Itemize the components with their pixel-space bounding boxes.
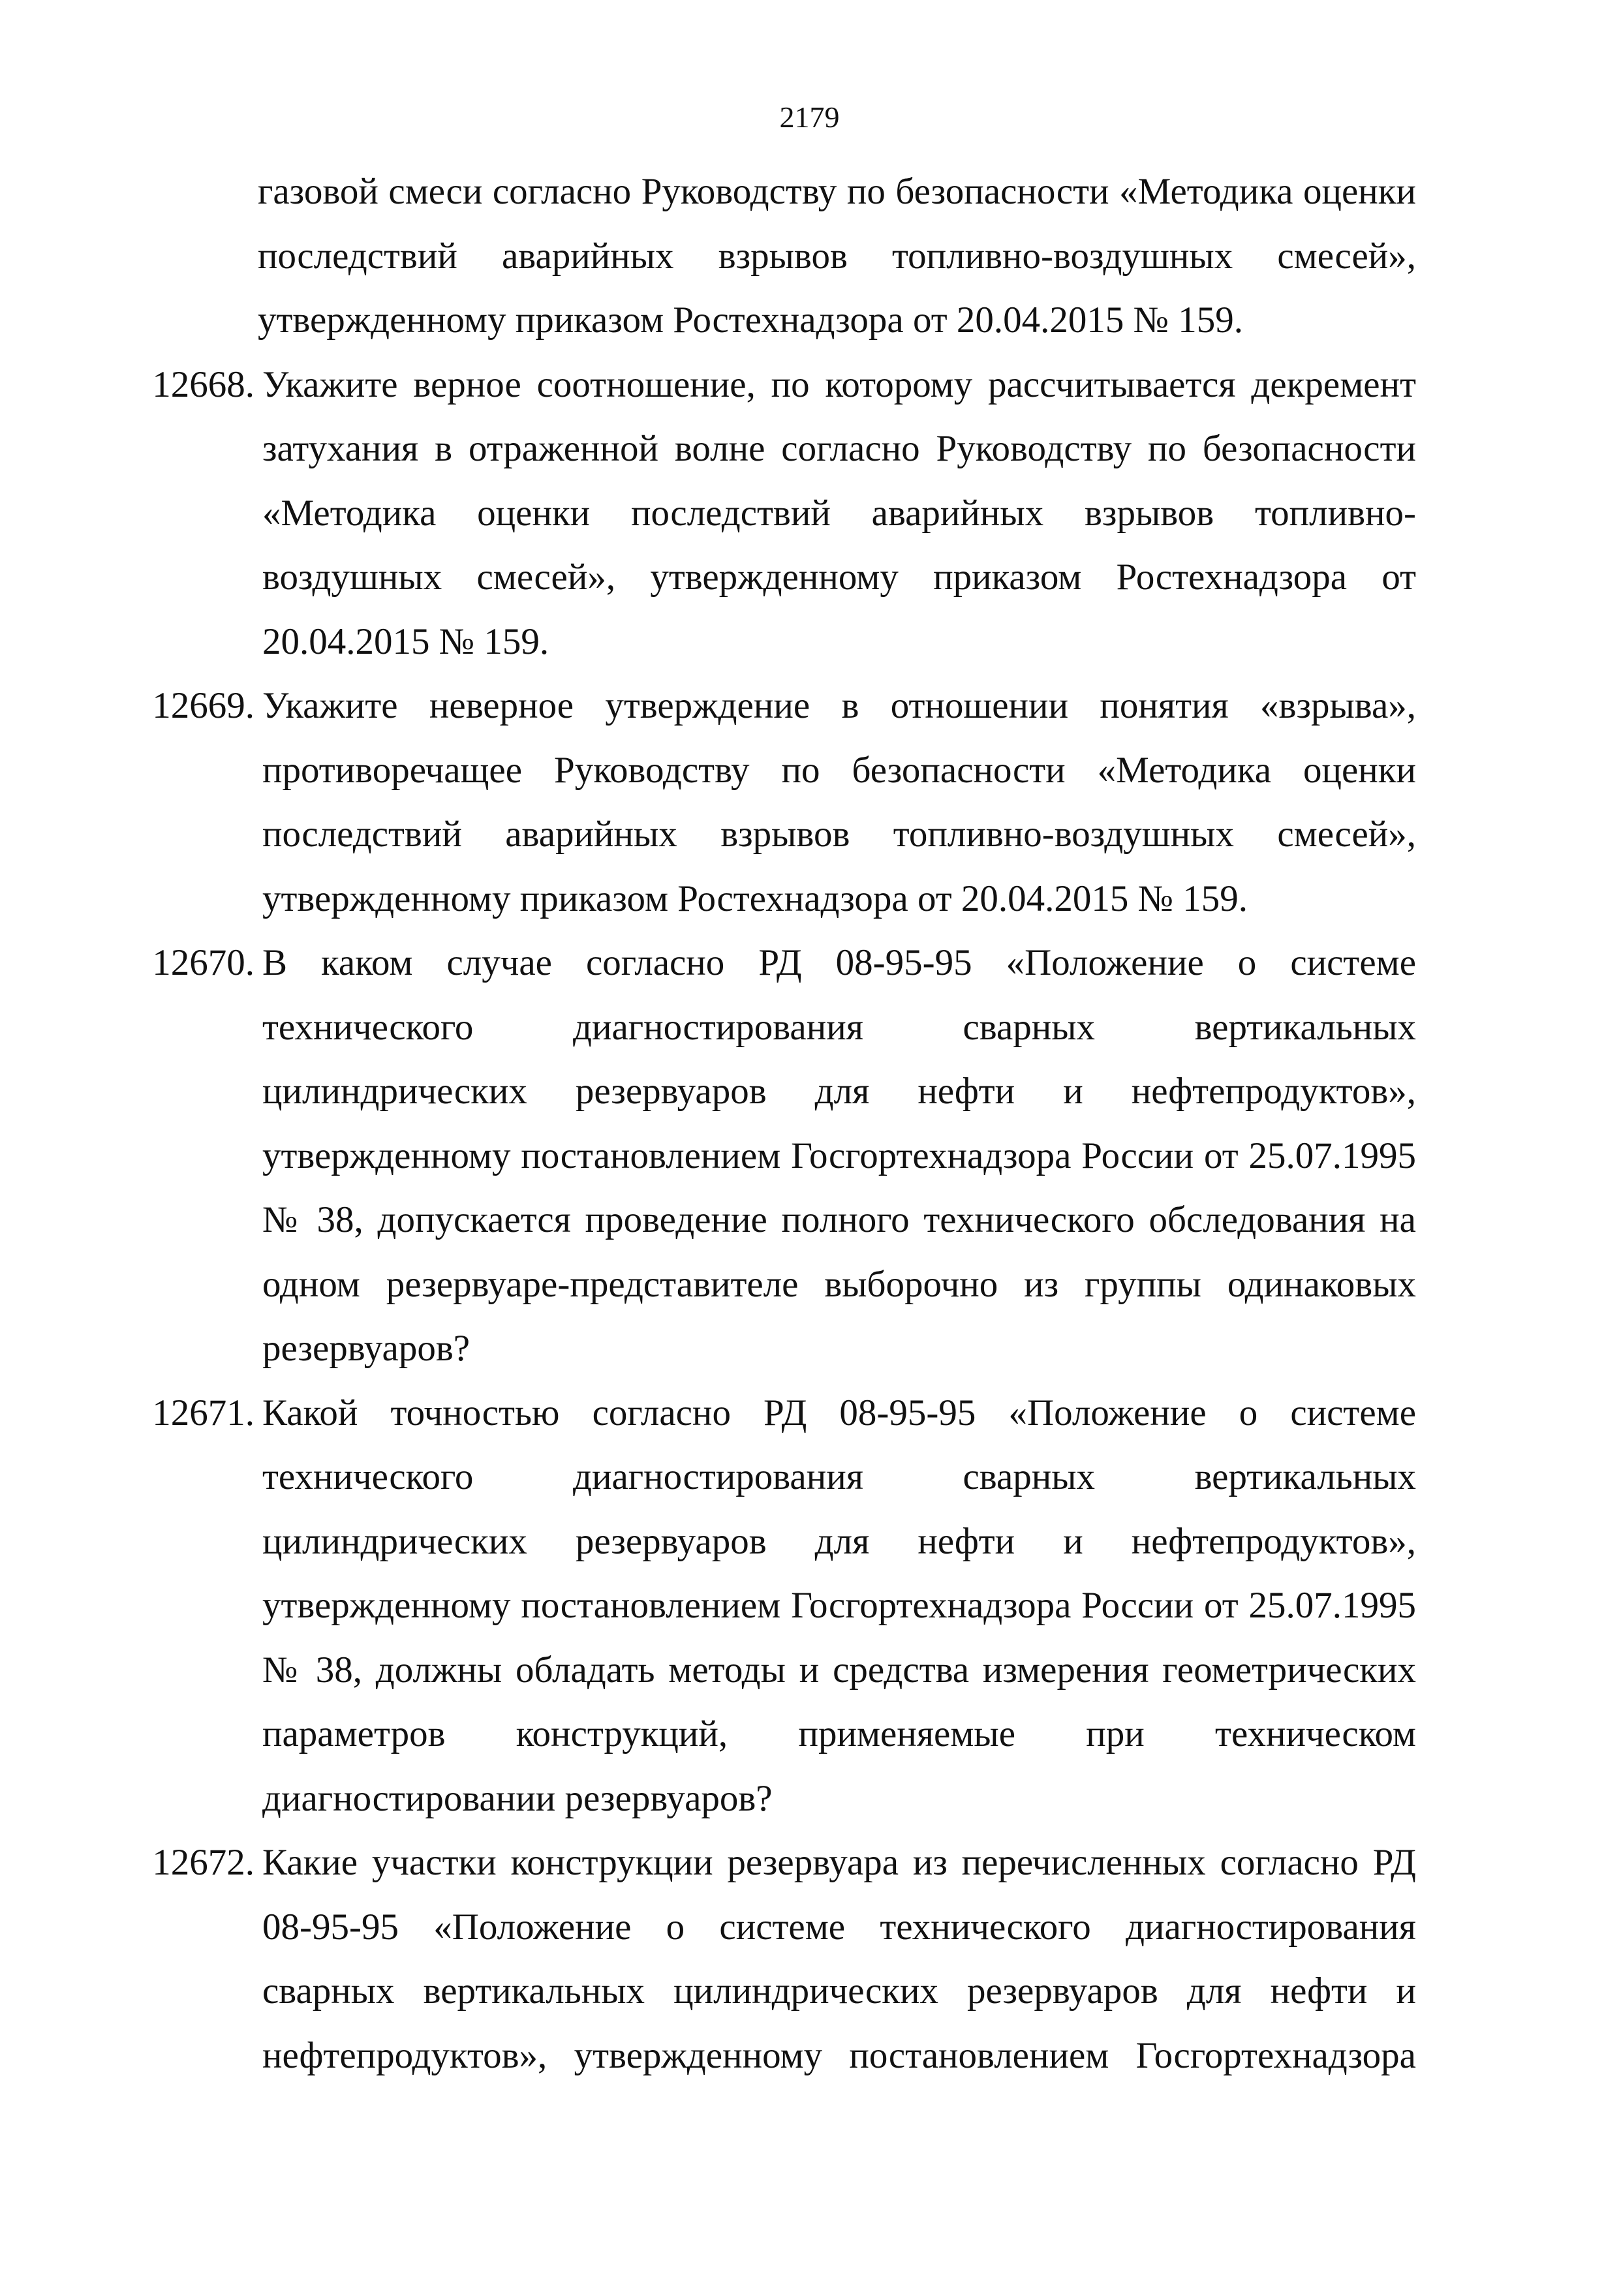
question-item <box>152 1831 1416 2088</box>
question-text: Укажите неверное утверждение в отношении понятия «взрыва», противоречащее Руководству по безопасности «Методика оценки последствий аварийных взрывов топливно-воздушных смесей», утвержденному приказом Ростехнадзора от 20.04.2015 № 159. <box>262 685 1416 919</box>
question-number: 12671. <box>152 1392 254 1433</box>
page-number: 2179 <box>779 100 840 134</box>
question-number: 12669. <box>152 685 254 726</box>
question-number: 12668. <box>152 363 254 405</box>
continuation-paragraph: газовой смеси согласно Руководству по безопасности «Методика оценки последствий аварийных взрывов топливно-воздушных смесей», утвержденному приказом Ростехнадзора от 20.04.2015 № 159. <box>258 171 1416 341</box>
question-text: Укажите верное соотношение, по которому рассчитывается декремент затухания в отраженной волне согласно Руководству по безопасности «Методика оценки последствий аварийных взрывов топливно-воздушных смесей», утвержденному приказом Ростехнадзора от 20.04.2015 № 159. <box>262 363 1416 662</box>
question-text: Какие участки конструкции резервуара из перечисленных согласно РД 08-95-95 «Положение о системе технического диагностирования сварных вертикальных цилиндрических резервуаров для нефти и нефтепродуктов», утвержденному постановлением Госгортехнадзора <box>262 1842 1416 2076</box>
question-item <box>152 931 1416 1381</box>
question-item <box>152 353 1416 675</box>
question-text: Какой точностью согласно РД 08-95-95 «Положение о системе технического диагностирования сварных вертикальных цилиндрических резервуаров для нефти и нефтепродуктов», утвержденному постановлением Госгортехнадзора России от 25.07.1995 № 38, должны обладать методы и средства измерения геометрических параметров конструкций, применяемые при техническом диагностировании резервуаров? <box>262 1392 1416 1819</box>
question-item <box>152 1381 1416 1831</box>
question-item <box>152 674 1416 931</box>
question-number: 12670. <box>152 942 254 983</box>
question-number: 12672. <box>152 1842 254 1883</box>
document-body <box>152 160 1416 2088</box>
question-text: В каком случае согласно РД 08-95-95 «Положение о системе технического диагностирования сварных вертикальных цилиндрических резервуаров для нефти и нефтепродуктов», утвержденному постановлением Госгортехнадзора России от 25.07.1995 № 38, допускается проведение полного технического обследования на одном резервуаре-представителе выборочно из группы одинаковых резервуаров? <box>262 942 1416 1369</box>
